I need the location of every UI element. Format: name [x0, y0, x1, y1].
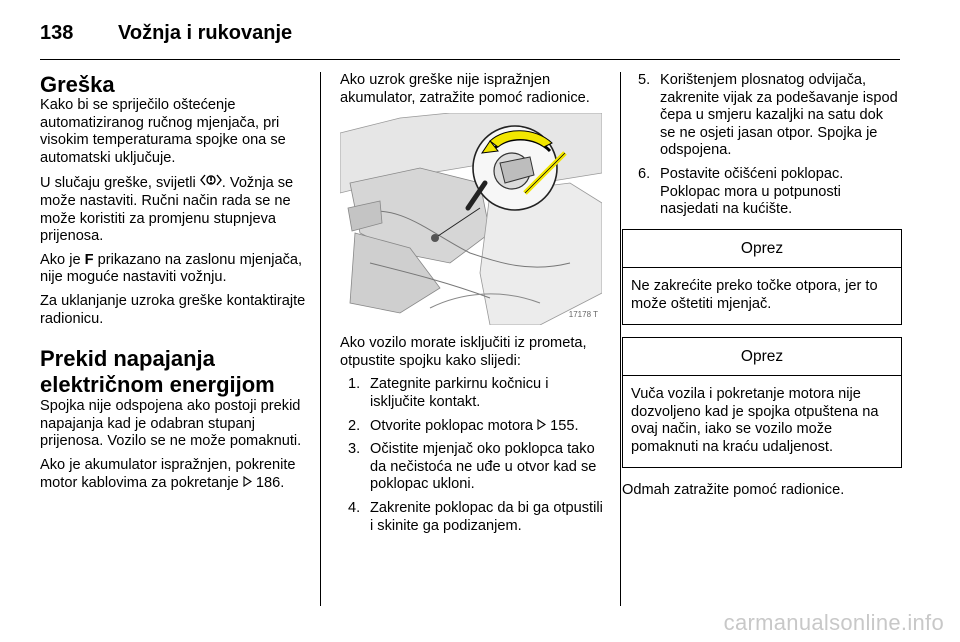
list-item: 4. Zakrenite poklopac da bi ga otpustili i skinite ga podizanjem. — [348, 499, 603, 534]
list-item: 1. Zategnite parkirnu kočnicu i isključite kontakt. — [348, 376, 549, 410]
steps-list — [348, 376, 605, 535]
page-number: 138 — [40, 22, 74, 44]
transmission-illustration — [340, 113, 602, 325]
paragraph: Ako je akumulator ispražnjen, pokrenite motor kablovima za pokretanje 186. — [40, 456, 296, 491]
figure-code: 17178 T — [568, 309, 598, 319]
header-rule — [40, 59, 900, 60]
column-1 — [40, 72, 308, 498]
caution-body: Vuča vozila i pokretanje motora nije dozvoljeno kad je spojka otpuštena na ovaj način, iako se vozilo može pomaknuti na kraću udaljenost. — [631, 386, 879, 455]
triangle-right-outline-icon — [243, 475, 252, 493]
caution-title: Oprez — [623, 338, 901, 377]
page-header — [40, 22, 292, 45]
column-divider-2 — [620, 72, 621, 606]
list-item: 3. Očistite mjenjač oko poklopca tako da nečistoća ne uđe u otvor kad se poklopac ukloni. — [348, 441, 597, 493]
paragraph: Ako vozilo morate isključiti iz prometa, otpustite spojku kako slijedi: — [340, 335, 587, 369]
paragraph: Odmah zatražite pomoć radionice. — [622, 481, 845, 498]
list-item: 6. Postavite očišćeni poklopac. Poklopac mora u potpunosti nasjedati na kućište. — [638, 165, 844, 218]
paragraph: Ako je F prikazano na zaslonu mjenjača, nije moguće nastaviti vožnju. — [40, 251, 303, 286]
page-reference-link[interactable]: 155. — [550, 417, 579, 434]
page-reference-link[interactable]: 186. — [255, 474, 285, 491]
column-2 — [340, 72, 605, 541]
caution-title: Oprez — [623, 230, 901, 269]
steps-list — [638, 72, 902, 219]
gear-warning-icon — [200, 173, 222, 193]
column-divider-1 — [320, 72, 321, 606]
triangle-right-outline-icon — [537, 418, 546, 436]
watermark: carmanualsonline.info — [723, 610, 944, 635]
paragraph: Za uklanjanje uzroka greške kontaktirajte radionicu. — [40, 292, 306, 327]
section-heading-prekid: Prekid napajanja električnom energijom — [40, 346, 275, 398]
caution-box — [622, 229, 902, 325]
paragraph: Ako uzrok greške nije ispražnjen akumulator, zatražite pomoć radionice. — [340, 72, 590, 106]
list-item: 5. Korištenjem plosnatog odvijača, zakrenite vijak za podešavanje ispod čepa u smjeru kazaljki na satu dok se ne osjeti jasan otpor. Spojka je odspojena. — [638, 72, 898, 159]
column-3 — [622, 72, 902, 505]
caution-body: Ne zakrećite preko točke otpora, jer to može oštetiti mjenjač. — [631, 278, 878, 312]
list-item: 2. Otvorite poklopac motora 155. — [348, 417, 579, 434]
paragraph: U slučaju greške, svijetli . Vožnja se može nastaviti. Ručni način rada se ne može koristiti za promjenu stupnjeva prijenosa. — [40, 175, 294, 245]
section-heading-greska: Greška — [40, 72, 115, 97]
paragraph: Spojka nije odspojena ako postoji prekid napajanja kad je odabran stupanj prijenosa. Vozilo se ne može pomaknuti. — [40, 398, 302, 450]
page-title: Vožnja i rukovanje — [118, 22, 293, 44]
caution-box — [622, 337, 902, 468]
paragraph: Kako bi se spriječilo oštećenje automatiziranog ručnog mjenjača, pri visokim temperaturama spojke ona se automatski uključuje. — [40, 97, 286, 166]
